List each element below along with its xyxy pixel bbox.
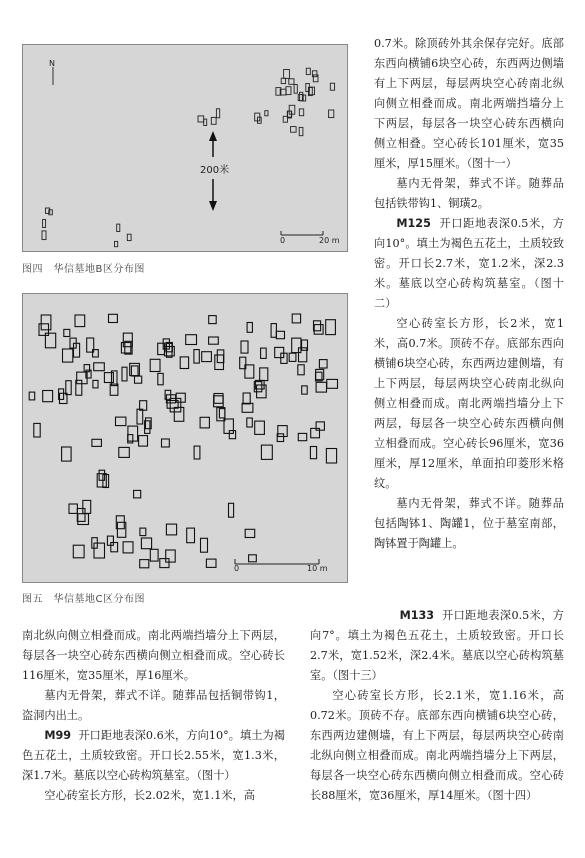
tomb-outline (73, 545, 84, 558)
tomb-outline (166, 550, 176, 562)
tomb-outline (186, 335, 197, 345)
tomb-outline (34, 423, 40, 437)
right-paragraph-2: 墓内无骨架，葬式不详。随葬品包括铁带钩1、铜璜2。 (374, 177, 564, 210)
tomb-outline (134, 490, 141, 498)
tomb-outline (261, 445, 272, 459)
tomb-outline (116, 417, 126, 426)
right-paragraph-3: 空心砖室长方形，长2米，宽1米，高0.7米。顶砖不存。底部东西向横铺6块空心砖，东西两边建侧墙，有上下两层，每层两块空心砖南北纵向侧立相叠而成。南北两端挡墙分上下两层，每层各一块空心砖东西横向侧立相叠而成。空心砖长96厘米，宽36厘米，厚12厘米，单面拍印菱形米格纹。 (374, 317, 564, 490)
tomb-outline (123, 542, 133, 553)
tomb-outline (174, 407, 184, 421)
figure5-map (22, 293, 348, 583)
right-paragraph-5: 空心砖室长方形，长2.1米，宽1.16米，高0.72米。顶砖不存。底部东西向横铺6块空心砖，东西两边建侧墙，有上下两层，每层两块空心砖南北纵向侧立相叠而成。南北两端挡墙分上下两层，每层各一块空心砖东西横向侧立相叠而成。空心砖长88厘米，宽36厘米，厚14厘米。（图十四） (310, 689, 564, 802)
tomb-outline (180, 357, 188, 369)
tomb-outline (229, 431, 235, 439)
m125-heading: M125 (396, 217, 431, 230)
tomb-outline (229, 503, 234, 517)
tomb-outline (298, 433, 306, 440)
tomb-outline (278, 426, 287, 437)
tomb-outline (209, 337, 219, 344)
tomb-outline (78, 514, 89, 525)
tomb-outline (298, 365, 304, 375)
tomb-outline (276, 331, 284, 338)
right-paragraph-4: 墓内无骨架，葬式不详。随葬品包括陶钵1、陶罐1，位于墓室南部，陶钵置于陶罐上。 (374, 497, 564, 550)
figure5-graphic (23, 294, 349, 584)
tomb-outline (206, 559, 216, 567)
tomb-outline (131, 366, 138, 376)
tomb-outline (62, 447, 72, 461)
tomb-outline (243, 393, 250, 404)
tomb-outline (314, 325, 323, 335)
distance-arrowhead-top (209, 131, 217, 141)
figure4-map (22, 44, 348, 252)
tomb-outline (326, 320, 336, 335)
tomb-outline (330, 83, 334, 90)
tomb-outline (271, 324, 276, 338)
tomb-outline (200, 417, 209, 428)
tomb-outline (140, 560, 149, 568)
tomb-outline (66, 381, 71, 395)
tomb-outline (150, 359, 160, 371)
tomb-outline (245, 529, 255, 537)
tomb-outline (117, 224, 120, 231)
tomb-outline (43, 391, 53, 402)
tomb-outline (162, 439, 170, 447)
tomb-outline (289, 79, 294, 85)
figure4-caption: 图四 华信墓地B区分布图 (22, 264, 145, 275)
tomb-outline (202, 352, 212, 362)
tomb-outline (139, 436, 148, 447)
left-paragraph-2: 墓内无骨架，葬式不详。随葬品包括铜带钩1，盗洞内出土。 (22, 689, 285, 722)
tomb-outline (327, 379, 338, 388)
m125-text: 开口距地表深0.5米，方向10°。填土为褐色五花土，土质较致密。开口长2.7米，宽1.2米，深2.3米。墓底以空心砖构筑墓室。（图十二） (374, 217, 564, 310)
tomb-outline (43, 220, 46, 228)
tomb-outline (150, 549, 158, 561)
tomb-outline (29, 392, 35, 400)
tomb-outline (260, 368, 268, 381)
tomb-outline (249, 555, 257, 562)
tomb-outline (302, 386, 308, 394)
tomb-outline (310, 447, 316, 459)
figure5-scale-zero: 0 (234, 564, 240, 573)
tomb-outline (111, 543, 118, 552)
figure5-caption: 图五 华信墓地C区分布图 (22, 594, 145, 605)
tomb-outline (216, 109, 219, 118)
tomb-outline (128, 435, 133, 443)
tomb-outline (135, 376, 142, 383)
tomb-outline (75, 315, 85, 327)
tomb-outline (284, 70, 290, 79)
tomb-outline (92, 439, 102, 446)
tomb-outline (115, 241, 118, 246)
tomb-outline (198, 116, 204, 122)
tomb-outline (77, 509, 85, 522)
distance-arrowhead-bottom (209, 201, 217, 211)
tomb-outline (247, 418, 253, 427)
m133-text: 开口距地表深0.5米，方向7°。填土为褐色五花土，土质较致密。开口长2.7米，宽1.52米，深2.4米。墓底以空心砖构筑墓室。（图十三） (310, 609, 564, 682)
tomb-outline (275, 347, 284, 357)
m133-section (310, 606, 564, 806)
tomb-outline (242, 403, 253, 412)
tomb-outline (326, 449, 336, 464)
tomb-outline (187, 528, 195, 543)
tomb-outline (94, 363, 105, 371)
tomb-outline (299, 127, 303, 135)
tomb-outline (291, 127, 297, 133)
tomb-outline (217, 350, 224, 363)
tomb-outline (219, 409, 225, 418)
figure4-scale-end: 20 m (319, 236, 340, 245)
m133-heading: M133 (399, 609, 435, 622)
tomb-outline (83, 500, 91, 513)
tomb-outline (255, 421, 265, 434)
tomb-outline (316, 382, 326, 392)
tomb-outline (292, 338, 301, 353)
tomb-outline (261, 348, 267, 358)
tomb-outline (41, 315, 51, 330)
m125-paragraph (374, 214, 564, 314)
tomb-outline (201, 538, 208, 552)
tomb-outline (140, 528, 146, 536)
figure5-scale-end: 10 m (307, 564, 328, 573)
tomb-outline (94, 543, 105, 558)
left-paragraph-1: 南北纵向侧立相叠而成。南北两端挡墙分上下两层，每层各一块空心砖东西横向侧立相叠而成。空心砖长116厘米，宽35厘米，厚16厘米。 (22, 629, 285, 682)
tomb-outline (247, 323, 252, 333)
tomb-outline (42, 231, 46, 240)
tomb-outline (99, 470, 105, 480)
figure4-scale-zero: 0 (280, 236, 286, 245)
tomb-outline (122, 367, 127, 381)
m99-heading: M99 (44, 729, 72, 742)
left-column (22, 626, 285, 806)
tomb-outline (137, 409, 143, 424)
tomb-outline (127, 234, 131, 240)
tomb-outline (109, 314, 118, 322)
tomb-outline (211, 117, 216, 124)
tomb-outline (160, 559, 169, 568)
tomb-outline (265, 111, 268, 116)
tomb-outline (286, 87, 291, 95)
tomb-outline (194, 446, 200, 459)
tomb-outline (214, 394, 223, 404)
tomb-outline (316, 422, 324, 430)
tomb-outline (166, 524, 176, 535)
tomb-outline (104, 373, 113, 383)
figure4-north-label: N (49, 59, 55, 68)
m99-text: 开口距地表深0.6米，方向10°。填土为褐色五花土，土质较致密。开口长2.55米，宽1.3米，深1.7米。墓底以空心砖构筑墓室。（图十） (22, 729, 285, 782)
tomb-outline (63, 349, 73, 362)
m133-paragraph (310, 606, 564, 686)
tomb-outline (119, 447, 130, 457)
tomb-outline (93, 380, 98, 388)
tomb-outline (241, 341, 248, 353)
tomb-outline (141, 538, 151, 549)
tomb-outline (214, 396, 224, 407)
tomb-outline (289, 353, 296, 361)
tomb-outline (306, 68, 310, 74)
tomb-outline (209, 316, 217, 324)
tomb-outline (299, 109, 303, 116)
tomb-outline (64, 329, 70, 336)
tomb-outline (158, 373, 163, 384)
right-column (374, 34, 564, 554)
figure4-distance-label: 200米 (200, 165, 230, 176)
tomb-outline (281, 78, 285, 83)
figure4-graphic (23, 45, 349, 253)
tomb-outline (292, 314, 300, 323)
tomb-outline (329, 110, 334, 118)
tomb-outline (294, 85, 297, 94)
left-paragraph-3: 空心砖室长方形，长2.02米，宽1.1米，高 (44, 789, 255, 802)
m99-paragraph (22, 726, 285, 786)
right-paragraph-1: 0.7米。除顶砖外其余保存完好。底部东西向横铺6块空心砖，东西两边侧墙有上下两层，每层两块空心砖南北纵向侧立相叠而成。南北两端挡墙分上下两层，每层各一块空心砖东西横向侧立相叠。空心砖长101厘米，宽35厘米，厚15厘米。（图十一） (374, 37, 564, 170)
tomb-outline (194, 350, 199, 364)
tomb-outline (319, 360, 327, 368)
tomb-outline (69, 504, 77, 513)
